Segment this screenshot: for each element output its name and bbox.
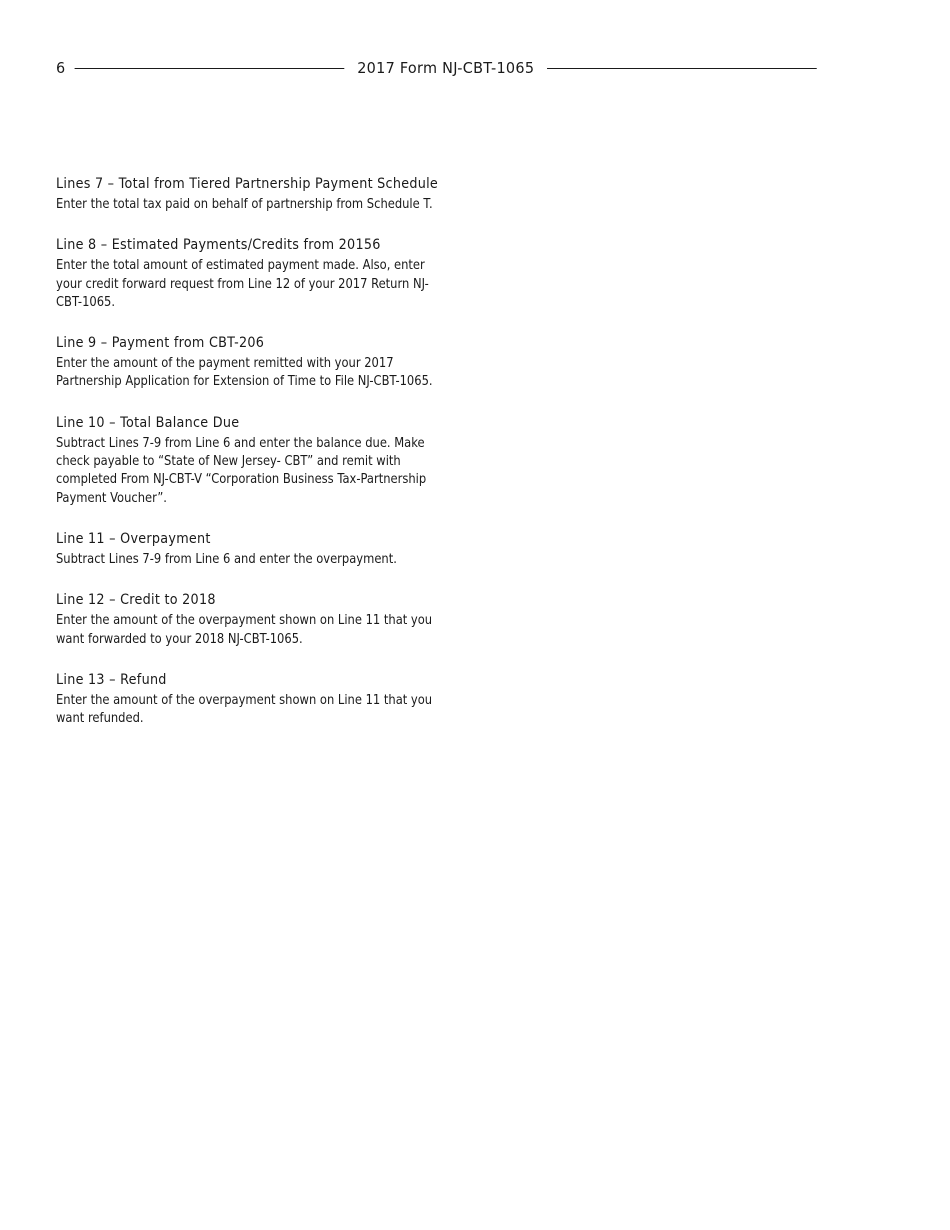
section-body: Subtract Lines 7-9 from Line 6 and enter the overpayment. xyxy=(56,551,397,567)
section-body: Enter the amount of the overpayment shown on Line 11 that you want forwarded to your 2018 NJ-CBT-1065. xyxy=(56,613,433,647)
form-title: 2017 Form NJ-CBT-1065 xyxy=(357,59,535,77)
section-body: Enter the amount of the overpayment shown on Line 11 that you want refunded. xyxy=(56,692,433,727)
section-line-13 xyxy=(56,671,466,729)
section-body: Enter the total amount of estimated payment made. Also, enter your credit forward request from Line 12 of your 2017 Return NJ-CBT-1065. xyxy=(56,258,429,310)
section-line-10 xyxy=(56,414,466,508)
section-line-8 xyxy=(56,236,466,312)
page-header xyxy=(56,57,817,79)
section-heading: Line 12 – Credit to 2018 xyxy=(56,592,216,609)
section-body: Enter the total tax paid on behalf of partnership from Schedule T. xyxy=(56,197,433,212)
section-line-12 xyxy=(56,591,466,649)
section-heading: Lines 7 – Total from Tiered Partnership Payment Schedule xyxy=(56,176,439,192)
section-heading: Line 9 – Payment from CBT-206 xyxy=(56,335,265,352)
section-heading: Line 10 – Total Balance Due xyxy=(56,414,240,431)
instructions-column xyxy=(56,175,466,750)
section-line-11 xyxy=(56,530,466,569)
section-heading: Line 13 – Refund xyxy=(56,671,167,688)
section-heading: Line 8 – Estimated Payments/Credits from 20156 xyxy=(56,237,381,254)
header-rule-right xyxy=(547,68,816,69)
page-number: 6 xyxy=(56,59,66,77)
section-body: Enter the amount of the payment remitted with your 2017 Partnership Application for Extension of Time to File NJ-CBT-1065. xyxy=(56,356,433,390)
section-heading: Line 11 – Overpayment xyxy=(56,530,211,547)
header-rule-left xyxy=(75,68,344,69)
section-line-7 xyxy=(56,175,466,214)
section-body: Subtract Lines 7-9 from Line 6 and enter the balance due. Make check payable to “State of New Jersey- CBT” and remit with completed From NJ-CBT-V “Corporation Business Tax-Partnership Payment Voucher”. xyxy=(56,435,427,506)
section-line-9 xyxy=(56,334,466,392)
